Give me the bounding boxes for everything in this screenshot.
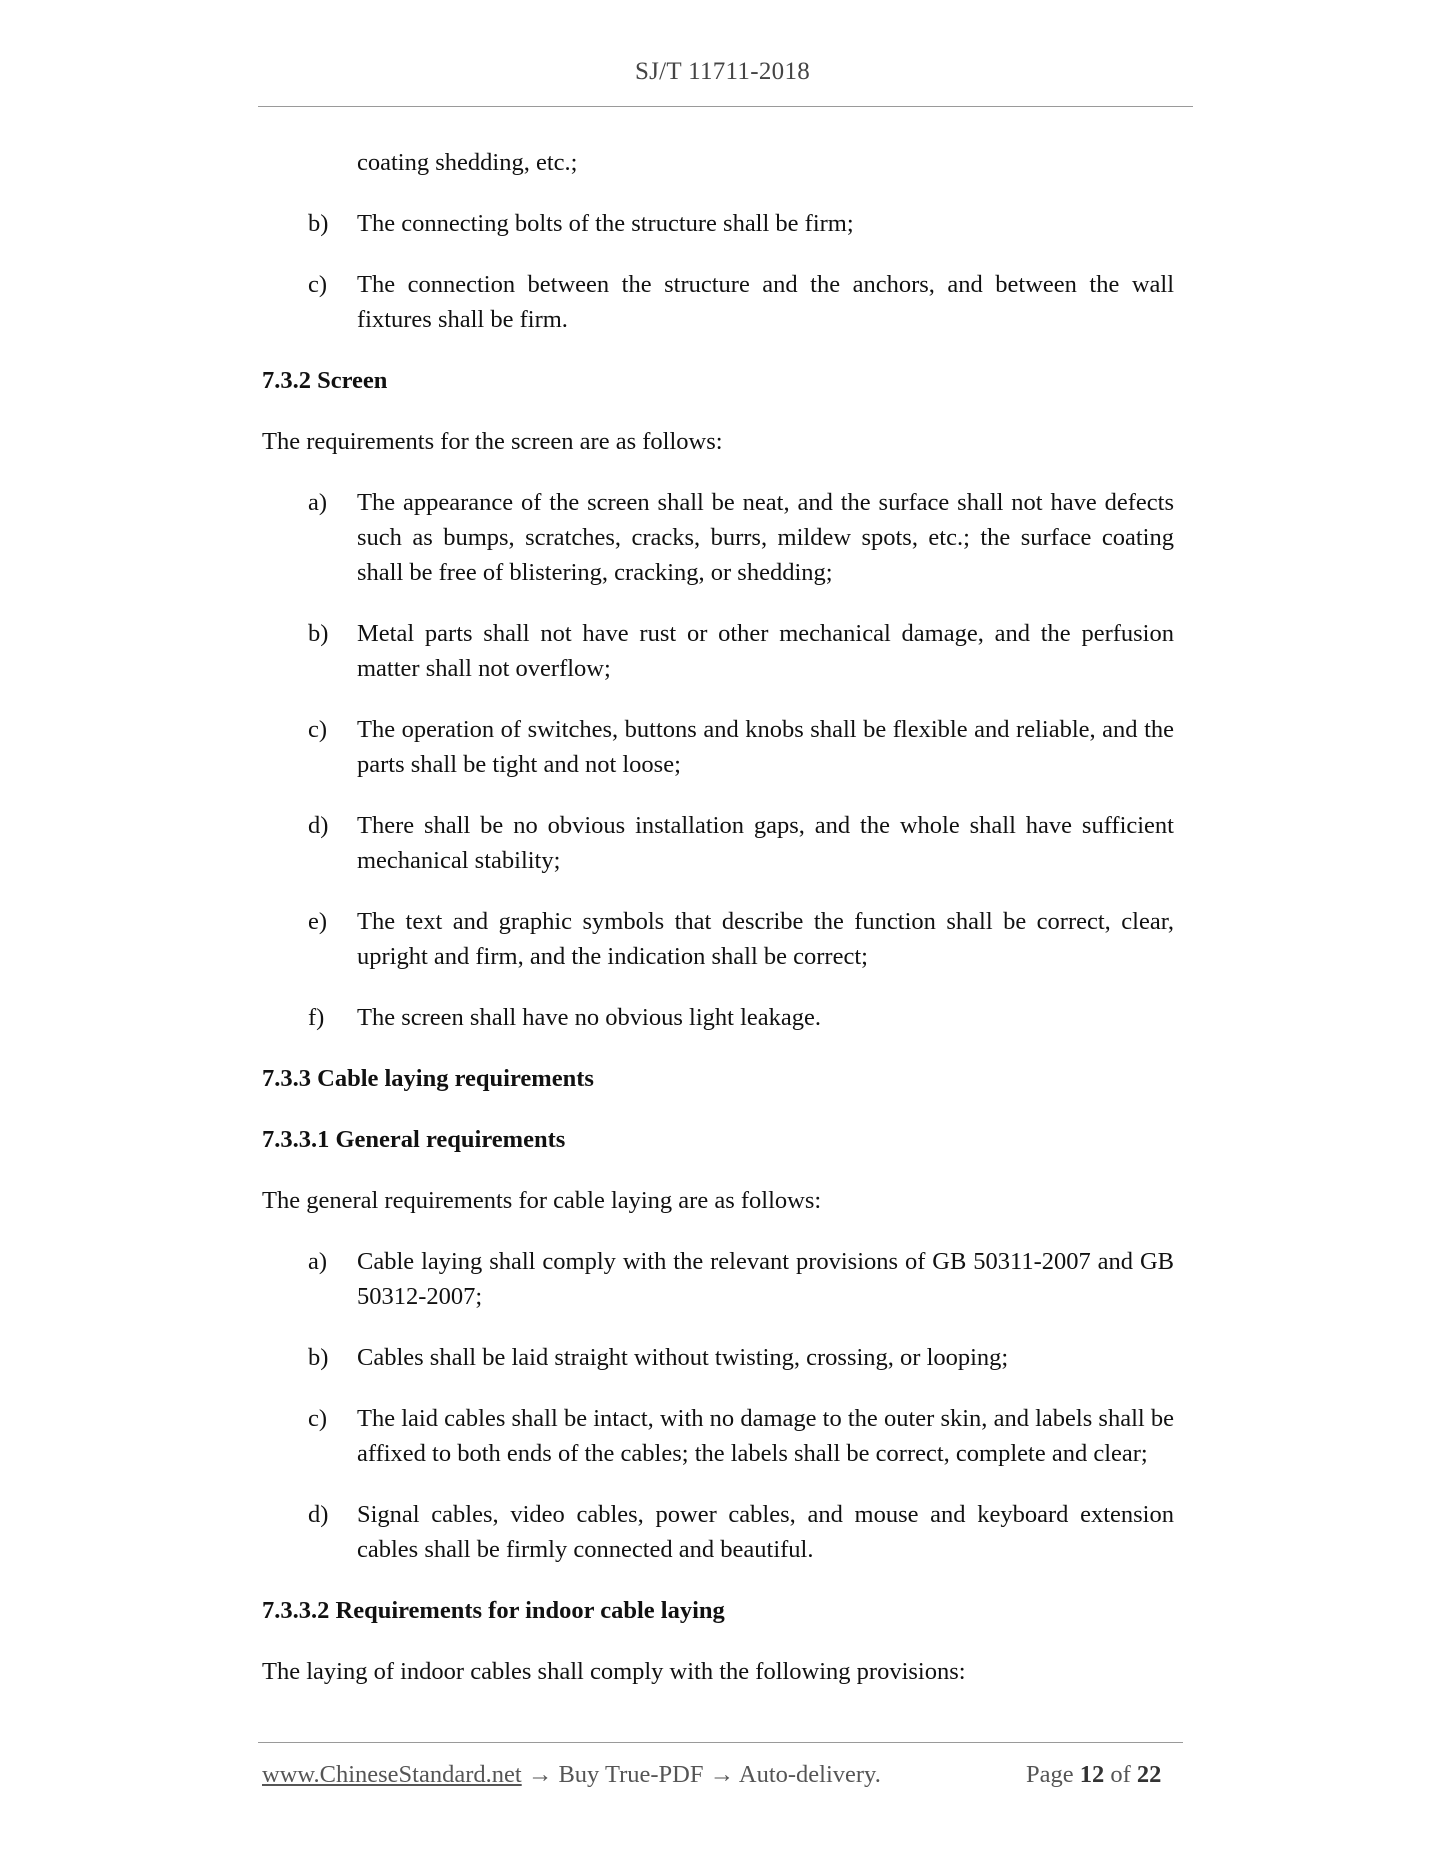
list-item [262,1340,1174,1375]
list-marker: e) [308,908,328,935]
list-item-text: The laid cables shall be intact, with no damage to the outer skin, and labels shall be affixed to both ends of the cables; the labels shall be correct, complete and clear; [357,1405,1174,1467]
list-item-text: Signal cables, video cables, power cables, and mouse and keyboard extension cables shall be firmly connected and beautiful. [357,1501,1174,1563]
list-item-text: The text and graphic symbols that describe the function shall be correct, clear, upright and firm, and the indication shall be correct; [357,908,1174,970]
section-heading-7-3-2: 7.3.2 Screen [262,367,388,394]
header-divider [258,106,1193,107]
section-intro: The laying of indoor cables shall comply with the following provisions: [262,1658,966,1685]
list-item [262,808,1174,878]
list-item [262,206,1174,241]
current-page-number: 12 [1079,1761,1105,1788]
list-marker: c) [308,716,328,743]
section-intro: The general requirements for cable laying are as follows: [262,1187,822,1214]
list-item [262,1401,1174,1471]
arrow-icon: → [703,1761,739,1788]
list-marker: d) [308,812,329,839]
buy-true-pdf-text: Buy True-PDF [558,1761,704,1788]
footer-promo [262,1761,881,1789]
list-item-text: The screen shall have no obvious light leakage. [357,1004,821,1031]
arrow-icon: → [521,1761,559,1788]
list-item [262,1000,1174,1035]
list-item-text: Cable laying shall comply with the relevant provisions of GB 50311-2007 and GB 50312-2007; [357,1248,1174,1310]
list-item-text: Cables shall be laid straight without twisting, crossing, or looping; [357,1344,1009,1371]
page-indicator [1026,1761,1161,1789]
continuation-text: coating shedding, etc.; [357,149,578,176]
list-item [262,1497,1174,1567]
list-item-text: The connecting bolts of the structure shall be firm; [357,210,854,237]
list-item [262,904,1174,974]
list-item-text: There shall be no obvious installation gaps, and the whole shall have sufficient mechanical stability; [357,812,1174,874]
page-label: Page [1026,1761,1074,1788]
list-item [262,1244,1174,1314]
list-item-text: The connection between the structure and the anchors, and between the wall fixtures shall be firm. [357,271,1174,333]
list-item-text: Metal parts shall not have rust or other mechanical damage, and the perfusion matter shall not overflow; [357,620,1174,682]
list-marker: c) [308,271,328,298]
list-item-text: The appearance of the screen shall be neat, and the surface shall not have defects such as bumps, scratches, cracks, burrs, mildew spots, etc.; the surface coating shall be free of blistering, cracking, or shedding; [357,489,1174,586]
list-item [262,712,1174,782]
list-marker: c) [308,1405,328,1432]
list-marker: a) [308,1248,328,1275]
list-marker: f) [308,1004,325,1031]
section-heading-7-3-3-1: 7.3.3.1 General requirements [262,1126,566,1153]
document-id-header: SJ/T 11711-2018 [634,58,811,85]
website-link[interactable]: www.ChineseStandard.net [262,1761,522,1788]
page-content [262,145,1174,1715]
footer-divider [258,1742,1183,1743]
auto-delivery-text: Auto-delivery. [738,1761,881,1788]
section-heading-7-3-3: 7.3.3 Cable laying requirements [262,1065,594,1092]
section-heading-7-3-3-2: 7.3.3.2 Requirements for indoor cable laying [262,1597,725,1624]
of-label: of [1110,1761,1131,1788]
list-marker: b) [308,1344,329,1371]
list-marker: a) [308,489,328,516]
list-item [262,485,1174,590]
list-item [262,267,1174,337]
list-marker: d) [308,1501,329,1528]
list-marker: b) [308,210,329,237]
section-intro: The requirements for the screen are as follows: [262,428,723,455]
list-item-text: The operation of switches, buttons and knobs shall be flexible and reliable, and the parts shall be tight and not loose; [357,716,1174,778]
list-item [262,616,1174,686]
list-marker: b) [308,620,329,647]
total-pages-number: 22 [1136,1761,1162,1788]
